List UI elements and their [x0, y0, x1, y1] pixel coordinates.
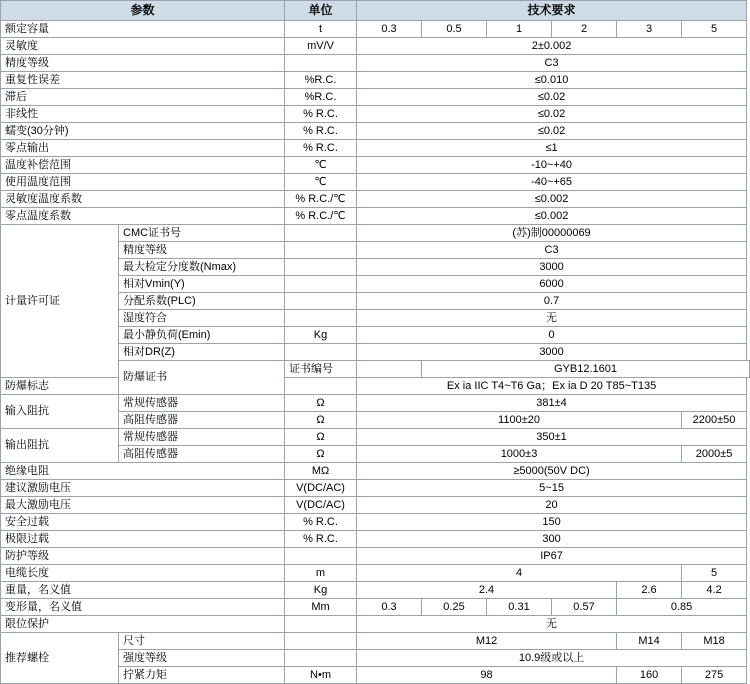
row-unit — [285, 55, 357, 72]
row-parameter-name: 推荐螺栓 — [1, 633, 119, 684]
row-unit: Mm — [285, 599, 357, 616]
row-value: 无 — [357, 616, 747, 633]
row-sub-name: 最小静负荷(Emin) — [119, 327, 285, 344]
row-unit — [285, 548, 357, 565]
table-row — [1, 174, 750, 191]
row-unit: % R.C./℃ — [285, 208, 357, 225]
row-sub-name: 相对DR(Z) — [119, 344, 285, 361]
row-parameter-name: 绝缘电阻 — [1, 463, 285, 480]
row-sub-name: 常规传感器 — [119, 429, 285, 446]
row-unit: V(DC/AC) — [285, 497, 357, 514]
row-unit: % R.C. — [285, 531, 357, 548]
row-value: 5 — [682, 21, 747, 38]
row-parameter-name: 重量，名义值 — [1, 582, 285, 599]
row-value: 3 — [617, 21, 682, 38]
header-param: 参数 — [1, 1, 285, 21]
row-parameter-name: 灵敏度温度系数 — [1, 191, 285, 208]
row-unit — [285, 344, 357, 361]
row-value: ≤0.02 — [357, 106, 747, 123]
row-unit: Kg — [285, 327, 357, 344]
row-value: 98 — [357, 667, 617, 684]
row-unit: Ω — [285, 429, 357, 446]
table-row — [1, 21, 750, 38]
table-header-row — [1, 1, 750, 21]
row-parameter-name: 极限过载 — [1, 531, 285, 548]
row-value: 3000 — [357, 259, 747, 276]
table-row — [1, 123, 750, 140]
row-value: 1 — [487, 21, 552, 38]
row-value: 160 — [617, 667, 682, 684]
row-sub-name: 证书编号 — [285, 361, 357, 378]
row-unit: t — [285, 21, 357, 38]
row-value: 1000±3 — [357, 446, 682, 463]
row-value: 2200±50 — [682, 412, 747, 429]
row-parameter-name: 限位保护 — [1, 616, 285, 633]
row-unit: % R.C./℃ — [285, 191, 357, 208]
row-parameter-name: 非线性 — [1, 106, 285, 123]
row-value: 0.7 — [357, 293, 747, 310]
row-value: 20 — [357, 497, 747, 514]
row-sub-name: 防爆标志 — [1, 378, 119, 395]
table-row — [1, 38, 750, 55]
table-row — [1, 463, 750, 480]
row-sub-name: 相对Vmin(Y) — [119, 276, 285, 293]
row-value: 4.2 — [682, 582, 747, 599]
table-row — [1, 599, 750, 616]
row-unit: m — [285, 565, 357, 582]
table-row — [1, 140, 750, 157]
row-value: IP67 — [357, 548, 747, 565]
table-row — [1, 514, 750, 531]
row-value: ≤0.02 — [357, 89, 747, 106]
row-value: ≤0.002 — [357, 191, 747, 208]
row-parameter-name: 最大激励电压 — [1, 497, 285, 514]
row-value: Ex ia IIC T4~T6 Ga；Ex ia D 20 T85~T135 — [357, 378, 747, 395]
row-value: M14 — [617, 633, 682, 650]
row-parameter-name: 安全过载 — [1, 514, 285, 531]
row-value: 150 — [357, 514, 747, 531]
table-row — [1, 497, 750, 514]
table-row — [1, 191, 750, 208]
row-value: 0 — [357, 327, 747, 344]
row-parameter-name: 灵敏度 — [1, 38, 285, 55]
table-row — [1, 616, 750, 633]
row-unit — [285, 242, 357, 259]
row-value: 0.5 — [422, 21, 487, 38]
row-unit — [285, 293, 357, 310]
row-sub-name: 强度等级 — [119, 650, 285, 667]
row-value: M12 — [357, 633, 617, 650]
table-row — [1, 429, 750, 446]
row-sub-name: 分配系数(PLC) — [119, 293, 285, 310]
row-unit: % R.C. — [285, 123, 357, 140]
row-parameter-name: 输入阻抗 — [1, 395, 119, 429]
row-value: 5 — [682, 565, 747, 582]
row-unit — [285, 378, 357, 395]
row-value: 0.85 — [617, 599, 747, 616]
row-parameter-name: 蠕变(30分钟) — [1, 123, 285, 140]
row-parameter-name: 电缆长度 — [1, 565, 285, 582]
row-parameter-name: 零点温度系数 — [1, 208, 285, 225]
row-unit: % R.C. — [285, 140, 357, 157]
row-value: ≤0.02 — [357, 123, 747, 140]
row-value: ≥5000(50V DC) — [357, 463, 747, 480]
row-unit: % R.C. — [285, 106, 357, 123]
row-parameter-name: 使用温度范围 — [1, 174, 285, 191]
table-row — [1, 208, 750, 225]
row-value: 2 — [552, 21, 617, 38]
row-sub-name: 最大检定分度数(Nmax) — [119, 259, 285, 276]
header-spec: 技术要求 — [357, 1, 747, 21]
row-unit — [285, 259, 357, 276]
row-parameter-name: 防爆证书 — [119, 361, 285, 395]
row-value: 4 — [357, 565, 682, 582]
row-parameter-name: 计量许可证 — [1, 225, 119, 378]
row-parameter-name: 输出阻抗 — [1, 429, 119, 463]
row-parameter-name: 额定容量 — [1, 21, 285, 38]
row-unit: ℃ — [285, 157, 357, 174]
table-row — [1, 480, 750, 497]
row-unit: N•m — [285, 667, 357, 684]
row-unit: ℃ — [285, 174, 357, 191]
row-value: 5~15 — [357, 480, 747, 497]
row-value: 0.3 — [357, 21, 422, 38]
row-unit — [285, 276, 357, 293]
row-value: -10~+40 — [357, 157, 747, 174]
row-value: 2000±5 — [682, 446, 747, 463]
row-value: 0.25 — [422, 599, 487, 616]
header-unit: 单位 — [285, 1, 357, 21]
row-sub-name: CMC证书号 — [119, 225, 285, 242]
row-value: 0.31 — [487, 599, 552, 616]
row-value: 3000 — [357, 344, 747, 361]
row-sub-name: 湿度符合 — [119, 310, 285, 327]
row-parameter-name: 滞后 — [1, 89, 285, 106]
row-unit — [357, 361, 422, 378]
row-value: 350±1 — [357, 429, 747, 446]
row-unit — [285, 225, 357, 242]
row-value: 300 — [357, 531, 747, 548]
table-body — [1, 21, 750, 684]
row-value: GYB12.1601 — [422, 361, 750, 378]
row-sub-name: 常规传感器 — [119, 395, 285, 412]
table-row — [1, 89, 750, 106]
row-value: 6000 — [357, 276, 747, 293]
table-row — [1, 378, 750, 395]
table-row — [1, 633, 750, 650]
row-unit: Ω — [285, 412, 357, 429]
row-value: 无 — [357, 310, 747, 327]
row-value: -40~+65 — [357, 174, 747, 191]
row-unit — [285, 616, 357, 633]
row-value: 1100±20 — [357, 412, 682, 429]
row-parameter-name: 防护等级 — [1, 548, 285, 565]
row-value: 2.4 — [357, 582, 617, 599]
table-row — [1, 531, 750, 548]
row-unit: Kg — [285, 582, 357, 599]
row-unit: V(DC/AC) — [285, 480, 357, 497]
table-row — [1, 157, 750, 174]
row-value: ≤0.002 — [357, 208, 747, 225]
table-row — [1, 548, 750, 565]
row-unit — [285, 633, 357, 650]
row-sub-name: 高阻传感器 — [119, 412, 285, 429]
row-unit: %R.C. — [285, 72, 357, 89]
row-value: C3 — [357, 242, 747, 259]
row-parameter-name: 精度等级 — [1, 55, 285, 72]
table-row — [1, 395, 750, 412]
row-value: 0.3 — [357, 599, 422, 616]
row-unit: mV/V — [285, 38, 357, 55]
row-value: M18 — [682, 633, 747, 650]
row-parameter-name: 重复性误差 — [1, 72, 285, 89]
row-unit: Ω — [285, 395, 357, 412]
row-unit: MΩ — [285, 463, 357, 480]
row-sub-name: 尺寸 — [119, 633, 285, 650]
row-parameter-name: 建议激励电压 — [1, 480, 285, 497]
row-parameter-name: 零点输出 — [1, 140, 285, 157]
table-row — [1, 582, 750, 599]
row-unit — [285, 650, 357, 667]
row-sub-name: 拧紧力矩 — [119, 667, 285, 684]
row-value: (苏)制00000069 — [357, 225, 747, 242]
row-sub-name: 精度等级 — [119, 242, 285, 259]
row-value: 10.9级或以上 — [357, 650, 747, 667]
row-value: C3 — [357, 55, 747, 72]
row-value: 2±0.002 — [357, 38, 747, 55]
table-row — [1, 72, 750, 89]
table-row — [1, 565, 750, 582]
row-parameter-name: 变形量，名义值 — [1, 599, 285, 616]
table-row — [1, 225, 750, 242]
row-parameter-name: 温度补偿范围 — [1, 157, 285, 174]
row-unit: % R.C. — [285, 514, 357, 531]
row-unit: Ω — [285, 446, 357, 463]
row-unit — [285, 310, 357, 327]
row-value: ≤0.010 — [357, 72, 747, 89]
row-value: 275 — [682, 667, 747, 684]
row-unit: %R.C. — [285, 89, 357, 106]
row-sub-name: 高阻传感器 — [119, 446, 285, 463]
row-value: 0.57 — [552, 599, 617, 616]
row-value: 381±4 — [357, 395, 747, 412]
row-value: 2.6 — [617, 582, 682, 599]
table-row — [1, 55, 750, 72]
row-value: ≤1 — [357, 140, 747, 157]
table-row — [1, 106, 750, 123]
